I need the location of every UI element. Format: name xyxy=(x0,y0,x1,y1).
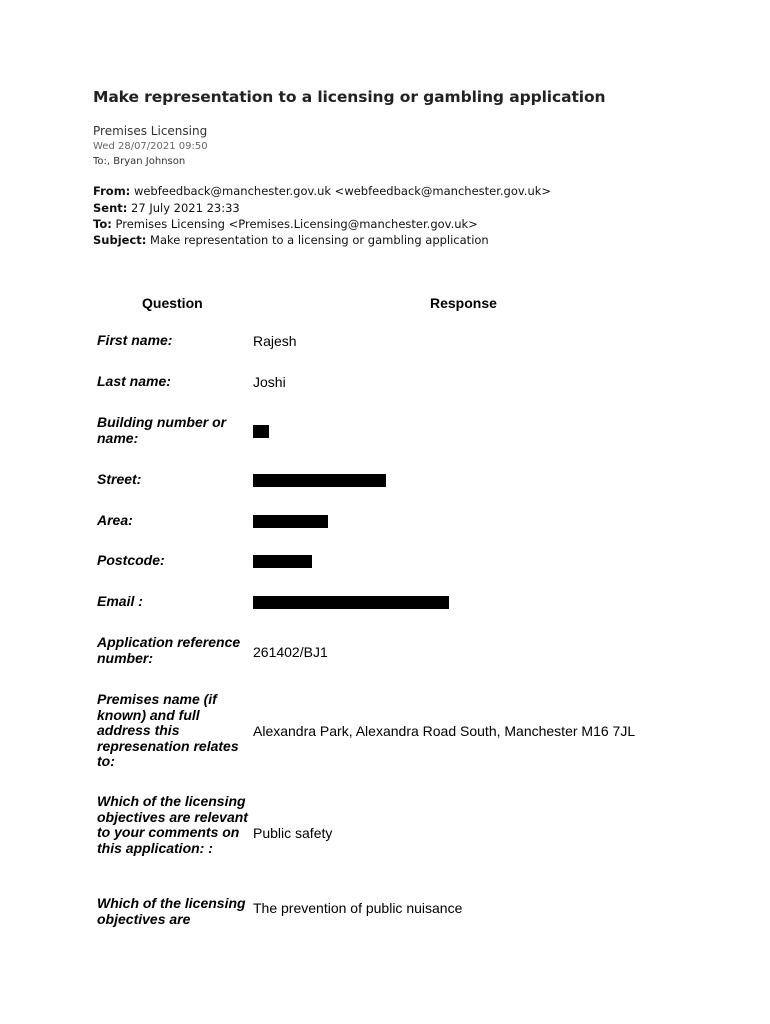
sender-name: Premises Licensing xyxy=(93,124,208,138)
email-title: Make representation to a licensing or gambling application xyxy=(93,88,606,106)
question-postcode: Postcode: xyxy=(97,552,165,568)
from-label: From: xyxy=(93,184,131,198)
question-licensing-objectives: Which of the licensing objectives are relevant to your comments on this application: : xyxy=(97,793,248,856)
redaction-street xyxy=(253,474,386,487)
sent-value: 27 July 2021 23:33 xyxy=(131,201,240,215)
header-to xyxy=(93,217,478,231)
response-last-name: Joshi xyxy=(253,374,286,390)
sent-label: Sent: xyxy=(93,201,128,215)
response-premises-address: Alexandra Park, Alexandra Road South, Manchester M16 7JL xyxy=(253,723,636,739)
header-from xyxy=(93,184,551,198)
response-licensing-objectives-2: The prevention of public nuisance xyxy=(253,900,463,916)
response-licensing-objectives: Public safety xyxy=(253,825,333,841)
from-value: webfeedback@manchester.gov.uk <webfeedback@manchester.gov.uk> xyxy=(133,184,552,198)
question-building: Building number or name: xyxy=(97,414,227,446)
question-application-reference: Application reference number: xyxy=(97,634,241,666)
header-subject xyxy=(93,233,489,247)
redaction-area xyxy=(253,515,328,528)
to-value: Premises Licensing <Premises.Licensing@manchester.gov.uk> xyxy=(115,217,478,231)
response-first-name: Rajesh xyxy=(253,333,297,349)
email-recipients: To:, Bryan Johnson xyxy=(93,156,186,167)
redaction-postcode xyxy=(253,555,312,568)
question-email: Email : xyxy=(97,593,143,609)
question-first-name: First name: xyxy=(97,332,173,348)
question-licensing-objectives-2: Which of the licensing objectives are xyxy=(97,895,246,927)
question-street: Street: xyxy=(97,471,142,487)
question-premises-address: Premises name (if known) and full address this represenation relates to: xyxy=(97,691,239,770)
response-application-reference: 261402/BJ1 xyxy=(253,644,328,660)
response-column-header: Response xyxy=(430,295,497,311)
header-sent xyxy=(93,201,240,215)
redaction-email xyxy=(253,596,449,609)
email-date: Wed 28/07/2021 09:50 xyxy=(93,141,208,152)
subject-value: Make representation to a licensing or gambling application xyxy=(150,233,489,247)
redaction-building xyxy=(253,425,269,438)
subject-label: Subject: xyxy=(93,233,147,247)
to-label: To: xyxy=(93,217,112,231)
question-last-name: Last name: xyxy=(97,373,171,389)
question-area: Area: xyxy=(97,512,133,528)
question-column-header: Question xyxy=(142,295,203,311)
